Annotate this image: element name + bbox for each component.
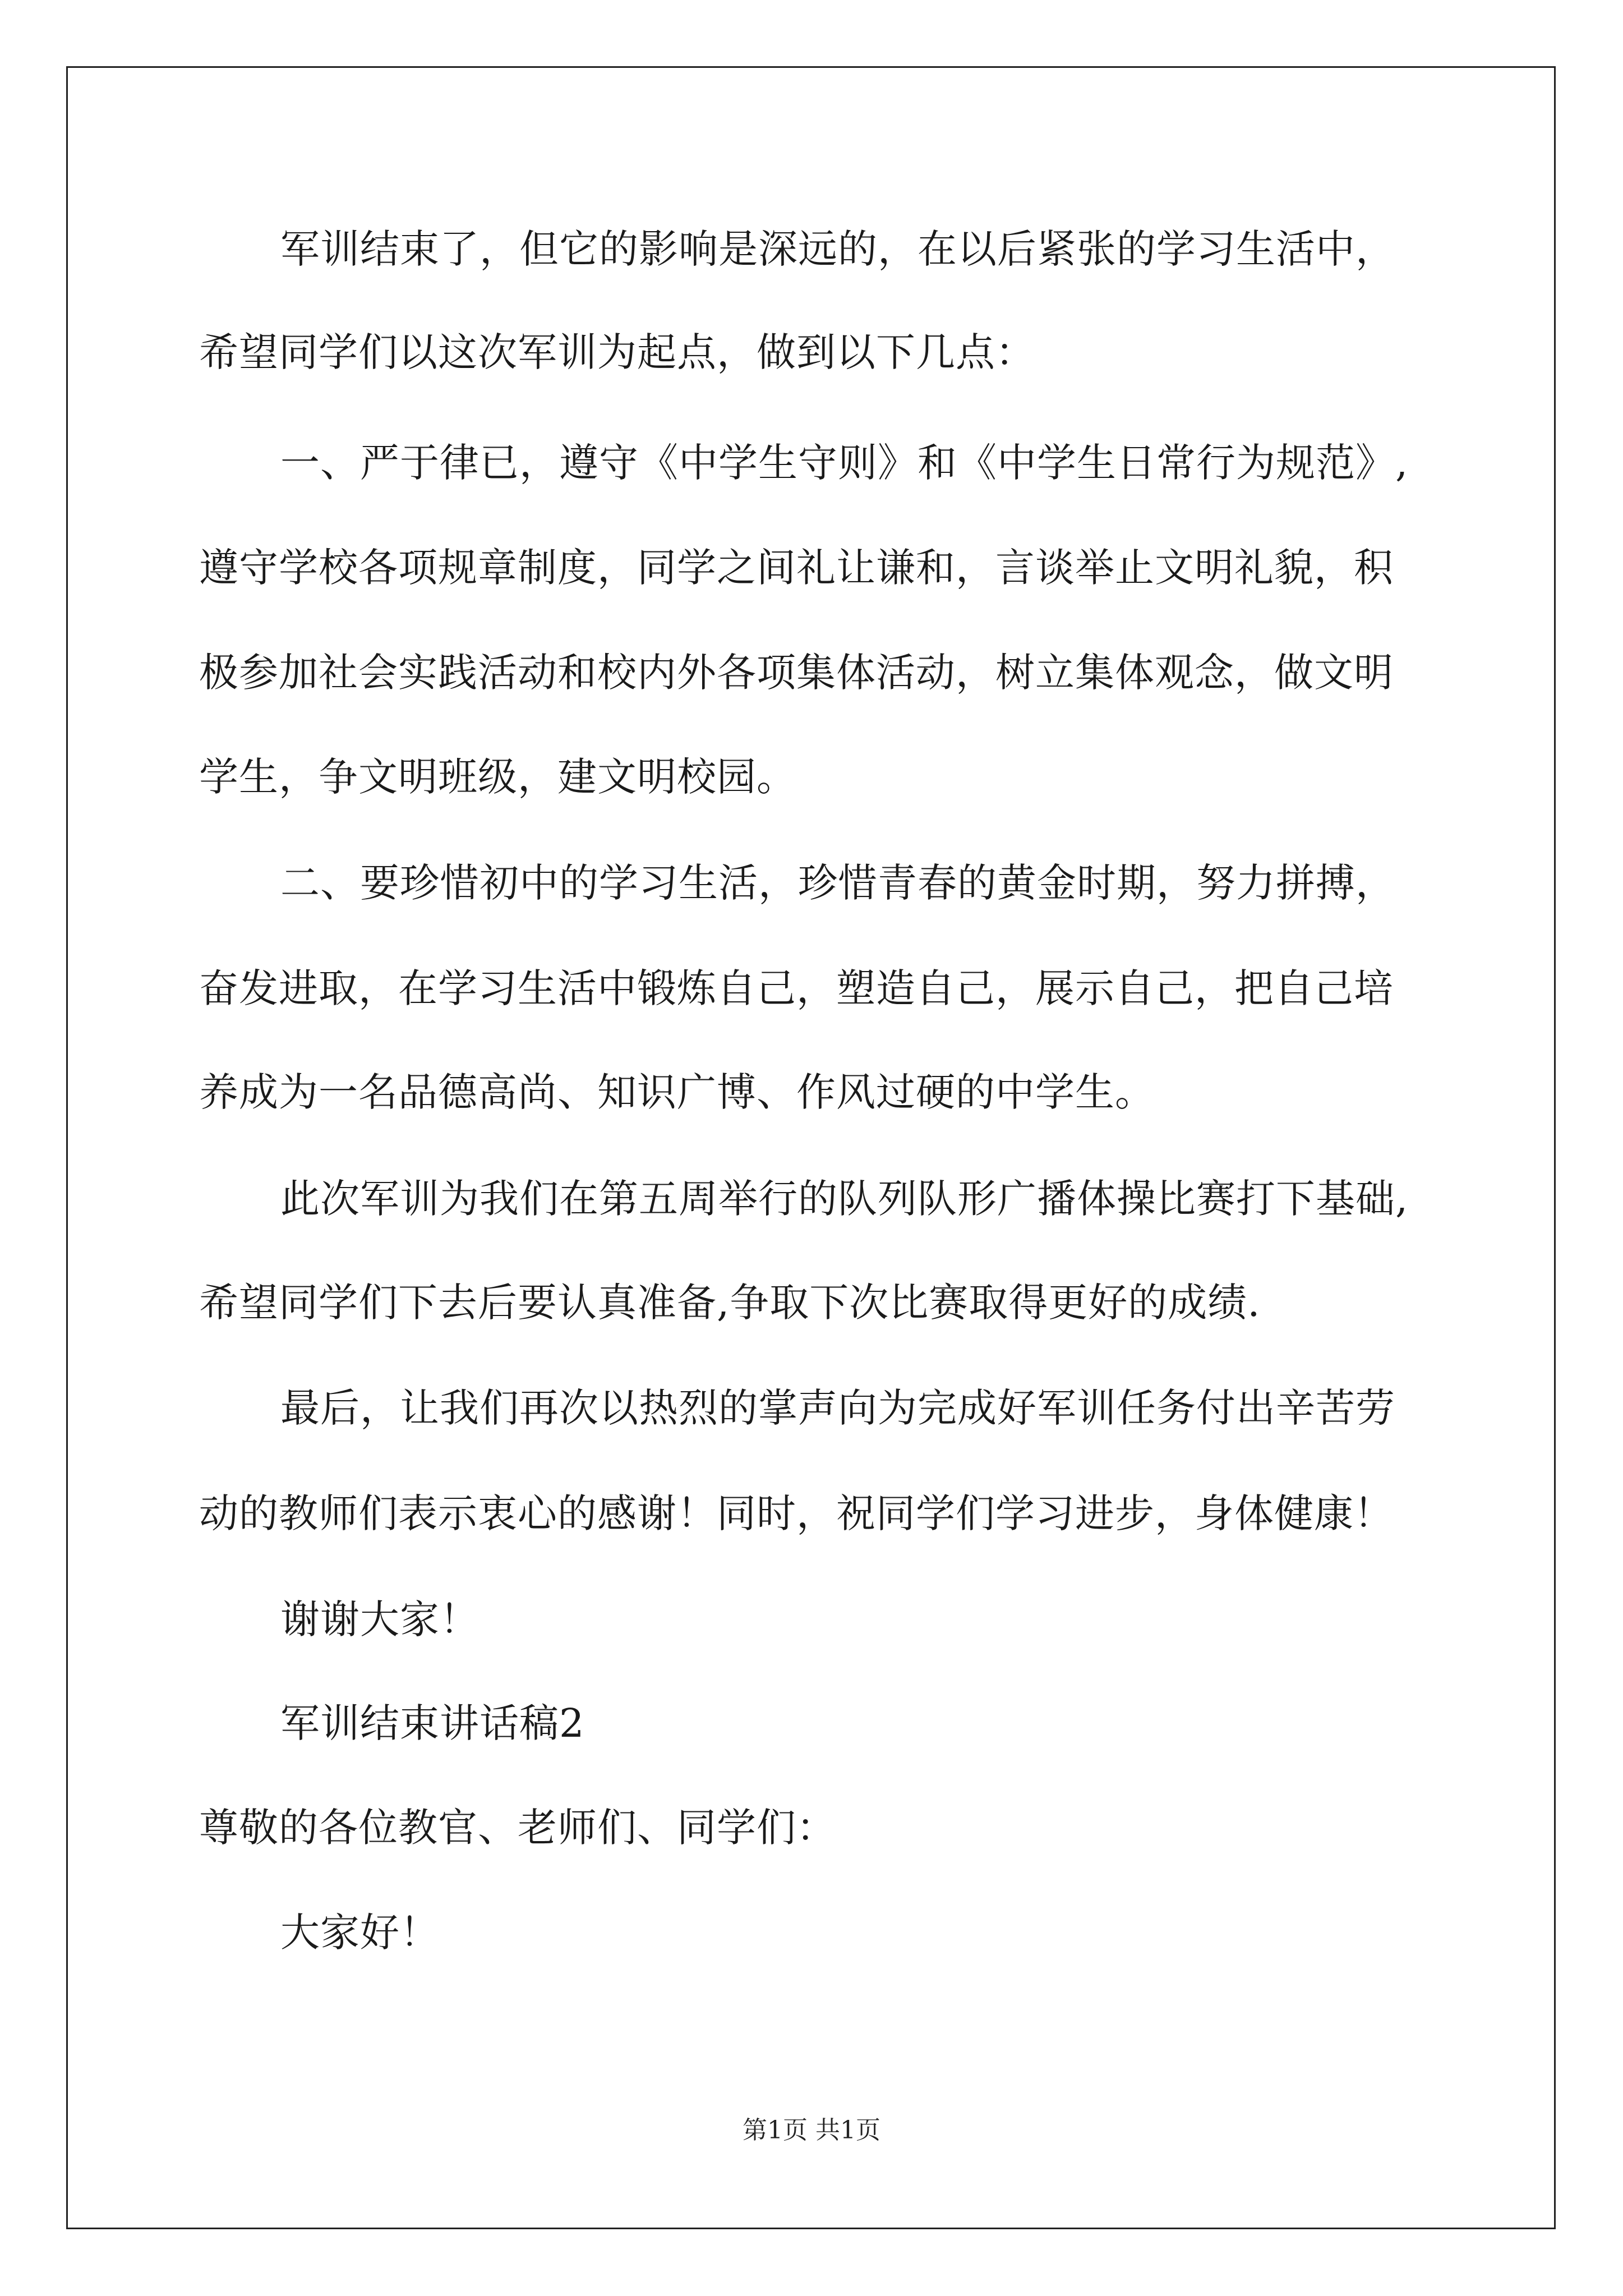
paragraph-2-line-4: 学生，争文明班级，建文明校园。 bbox=[199, 754, 796, 800]
paragraph-5-line-1: 最后，让我们再次以热烈的掌声向为完成好军训任务付出辛苦劳 bbox=[280, 1385, 1395, 1431]
paragraph-4-line-1: 此次军训为我们在第五周举行的队列队形广播体操比赛打下基础, bbox=[280, 1176, 1409, 1222]
page-border bbox=[66, 66, 1556, 2229]
paragraph-5-line-2: 动的教师们表示衷心的感谢！同时，祝同学们学习进步，身体健康！ bbox=[199, 1490, 1394, 1536]
paragraph-2-line-1: 一、严于律已，遵守《中学生守则》和《中学生日常行为规范》, bbox=[280, 440, 1409, 486]
greeting: 大家好！ bbox=[280, 1910, 440, 1955]
page-footer: 第1页 共1页 bbox=[743, 2116, 880, 2145]
paragraph-3-line-2: 奋发进取，在学习生活中锻炼自己，塑造自己，展示自己，把自己培 bbox=[199, 965, 1394, 1011]
paragraph-1-line-2: 希望同学们以这次军训为起点，做到以下几点： bbox=[199, 329, 1035, 375]
section-heading: 军训结束讲话稿2 bbox=[280, 1700, 585, 1746]
paragraph-3-line-1: 二、要珍惜初中的学习生活，珍惜青春的黄金时期，努力拼搏， bbox=[280, 860, 1395, 906]
paragraph-1-line-1: 军训结束了，但它的影响是深远的，在以后紧张的学习生活中， bbox=[280, 226, 1395, 272]
paragraph-2-line-2: 遵守学校各项规章制度，同学之间礼让谦和，言谈举止文明礼貌，积 bbox=[199, 545, 1394, 591]
paragraph-3-line-3: 养成为一名品德高尚、知识广博、作风过硬的中学生。 bbox=[199, 1069, 1155, 1115]
paragraph-4-line-2: 希望同学们下去后要认真准备,争取下次比赛取得更好的成绩. bbox=[199, 1280, 1261, 1326]
paragraph-2-line-3: 极参加社会实践活动和校内外各项集体活动，树立集体观念，做文明 bbox=[199, 650, 1394, 696]
salutation: 尊敬的各位教官、老师们、同学们： bbox=[199, 1805, 836, 1851]
thanks-line: 谢谢大家！ bbox=[280, 1596, 479, 1642]
